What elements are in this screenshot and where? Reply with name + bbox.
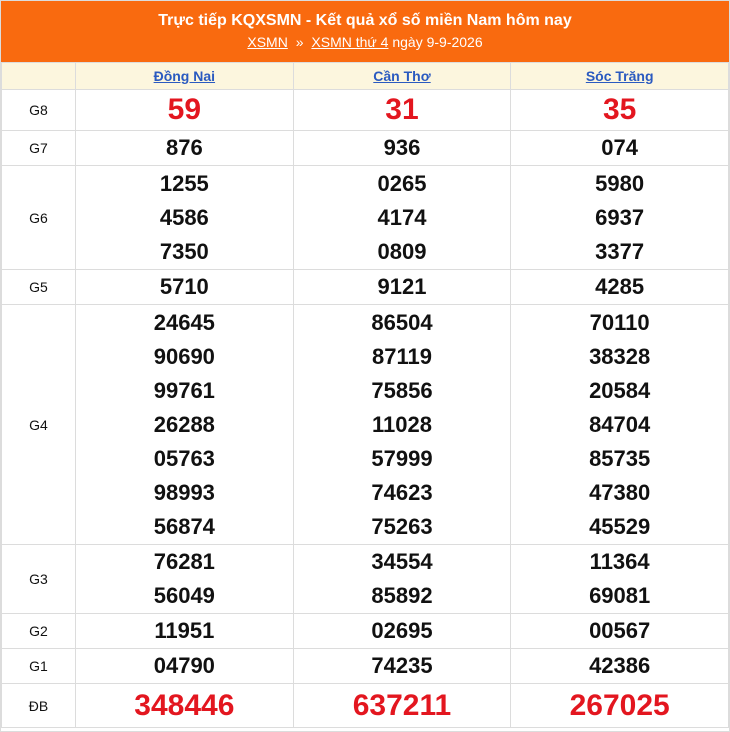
prize-label: G7 [2,131,76,166]
winning-number: 59 [167,93,202,126]
winning-number: 85735 [589,445,651,471]
winning-number: 074 [601,135,639,160]
winning-number: 02695 [371,618,433,643]
results-table [1,62,729,728]
prize-cell [293,614,511,649]
winning-number: 24645 [153,309,215,335]
winning-number: 20584 [589,377,651,403]
prize-cell [293,305,511,545]
winning-number: 04790 [153,653,215,678]
winning-number: 87119 [372,343,432,369]
prize-cell [76,614,294,649]
prize-cell [76,90,294,131]
winning-number: 0265 [377,170,427,196]
prize-cell [293,90,511,131]
page-title: Trực tiếp KQXSMN - Kết quả xổ số miền Nam hôm nay [158,12,572,29]
winning-number: 6937 [595,204,645,230]
prize-cell [76,545,294,614]
winning-number: 38328 [589,343,651,369]
winning-number: 47380 [589,479,651,505]
prize-row [2,270,729,305]
breadcrumb [1,32,729,52]
prize-cell [511,614,729,649]
winning-number: 76281 [153,549,215,574]
prize-label: G2 [2,614,76,649]
winning-number: 56049 [153,583,215,608]
winning-number: 26288 [153,411,215,437]
breadcrumb-xsmn-thu4-link[interactable]: XSMN thứ 4 [311,34,389,50]
winning-number: 9121 [377,274,427,299]
prize-row [2,131,729,166]
winning-number: 75263 [371,513,433,539]
winning-number: 05763 [153,445,215,471]
prize-row [2,545,729,614]
winning-number: 99761 [153,377,215,403]
prize-label: G1 [2,649,76,684]
draw-date: ngày 9-9-2026 [392,34,483,50]
winning-number: 90690 [153,343,215,369]
winning-number: 876 [165,135,203,160]
prize-cell [511,166,729,270]
prize-cell [293,270,511,305]
prize-cell [511,131,729,166]
winning-number: 936 [383,135,421,160]
breadcrumb-separator: » [295,34,304,50]
winning-number: 3377 [595,238,645,264]
prize-row [2,90,729,131]
winning-number: 70110 [589,309,650,335]
prize-cell [293,649,511,684]
prize-cell [511,684,729,728]
prize-cell [293,131,511,166]
prize-label: G6 [2,166,76,270]
winning-number: 637211 [352,688,452,722]
winning-number: 74623 [371,479,433,505]
winning-number: 74235 [371,653,433,678]
winning-number: 86504 [371,309,433,335]
winning-number: 0809 [377,238,427,264]
prize-cell [511,305,729,545]
winning-number: 84704 [589,411,651,437]
winning-number: 75856 [371,377,433,403]
winning-number: 42386 [589,653,651,678]
winning-number: 11364 [589,549,650,574]
winning-number: 00567 [589,618,651,643]
prize-cell [511,270,729,305]
prize-cell [76,649,294,684]
winning-number: 4285 [595,274,645,299]
prize-row [2,614,729,649]
prize-cell [76,684,294,728]
prize-row [2,684,729,728]
prize-cell [76,131,294,166]
prize-column-header [2,63,76,90]
province-link-can-tho[interactable]: Cần Thơ [373,68,431,84]
winning-number: 11951 [154,618,215,643]
winning-number: 85892 [371,583,433,608]
winning-number: 34554 [371,549,433,574]
winning-number: 267025 [569,688,670,722]
winning-number: 7350 [159,238,209,264]
prize-cell [76,166,294,270]
winning-number: 56874 [153,513,215,539]
winning-number: 98993 [153,479,215,505]
prize-cell [76,305,294,545]
winning-number: 31 [385,93,419,126]
winning-number: 4586 [159,204,209,230]
prize-label: ĐB [2,684,76,728]
prize-cell [293,684,511,728]
winning-number: 348446 [134,688,235,722]
winning-number: 5710 [159,274,209,299]
winning-number: 11028 [372,411,432,437]
results-header [1,1,729,62]
prize-row [2,166,729,270]
prize-cell [511,545,729,614]
prize-row [2,649,729,684]
prize-row [2,305,729,545]
prize-cell [511,649,729,684]
winning-number: 35 [602,93,637,126]
prize-label: G4 [2,305,76,545]
prize-label: G5 [2,270,76,305]
prize-cell [293,166,511,270]
winning-number: 1255 [159,170,209,196]
winning-number: 5980 [595,170,645,196]
province-link-dong-nai[interactable]: Đồng Nai [153,68,216,84]
winning-number: 57999 [371,445,433,471]
province-link-soc-trang[interactable]: Sóc Trăng [585,68,654,84]
winning-number: 45529 [589,513,651,539]
winning-number: 69081 [589,583,651,608]
prize-cell [511,90,729,131]
winning-number: 4174 [377,204,427,230]
breadcrumb-xsmn-link[interactable]: XSMN [247,34,288,50]
prize-label: G3 [2,545,76,614]
prize-label: G8 [2,90,76,131]
prize-cell [293,545,511,614]
prize-cell [76,270,294,305]
province-header-row [2,63,729,90]
